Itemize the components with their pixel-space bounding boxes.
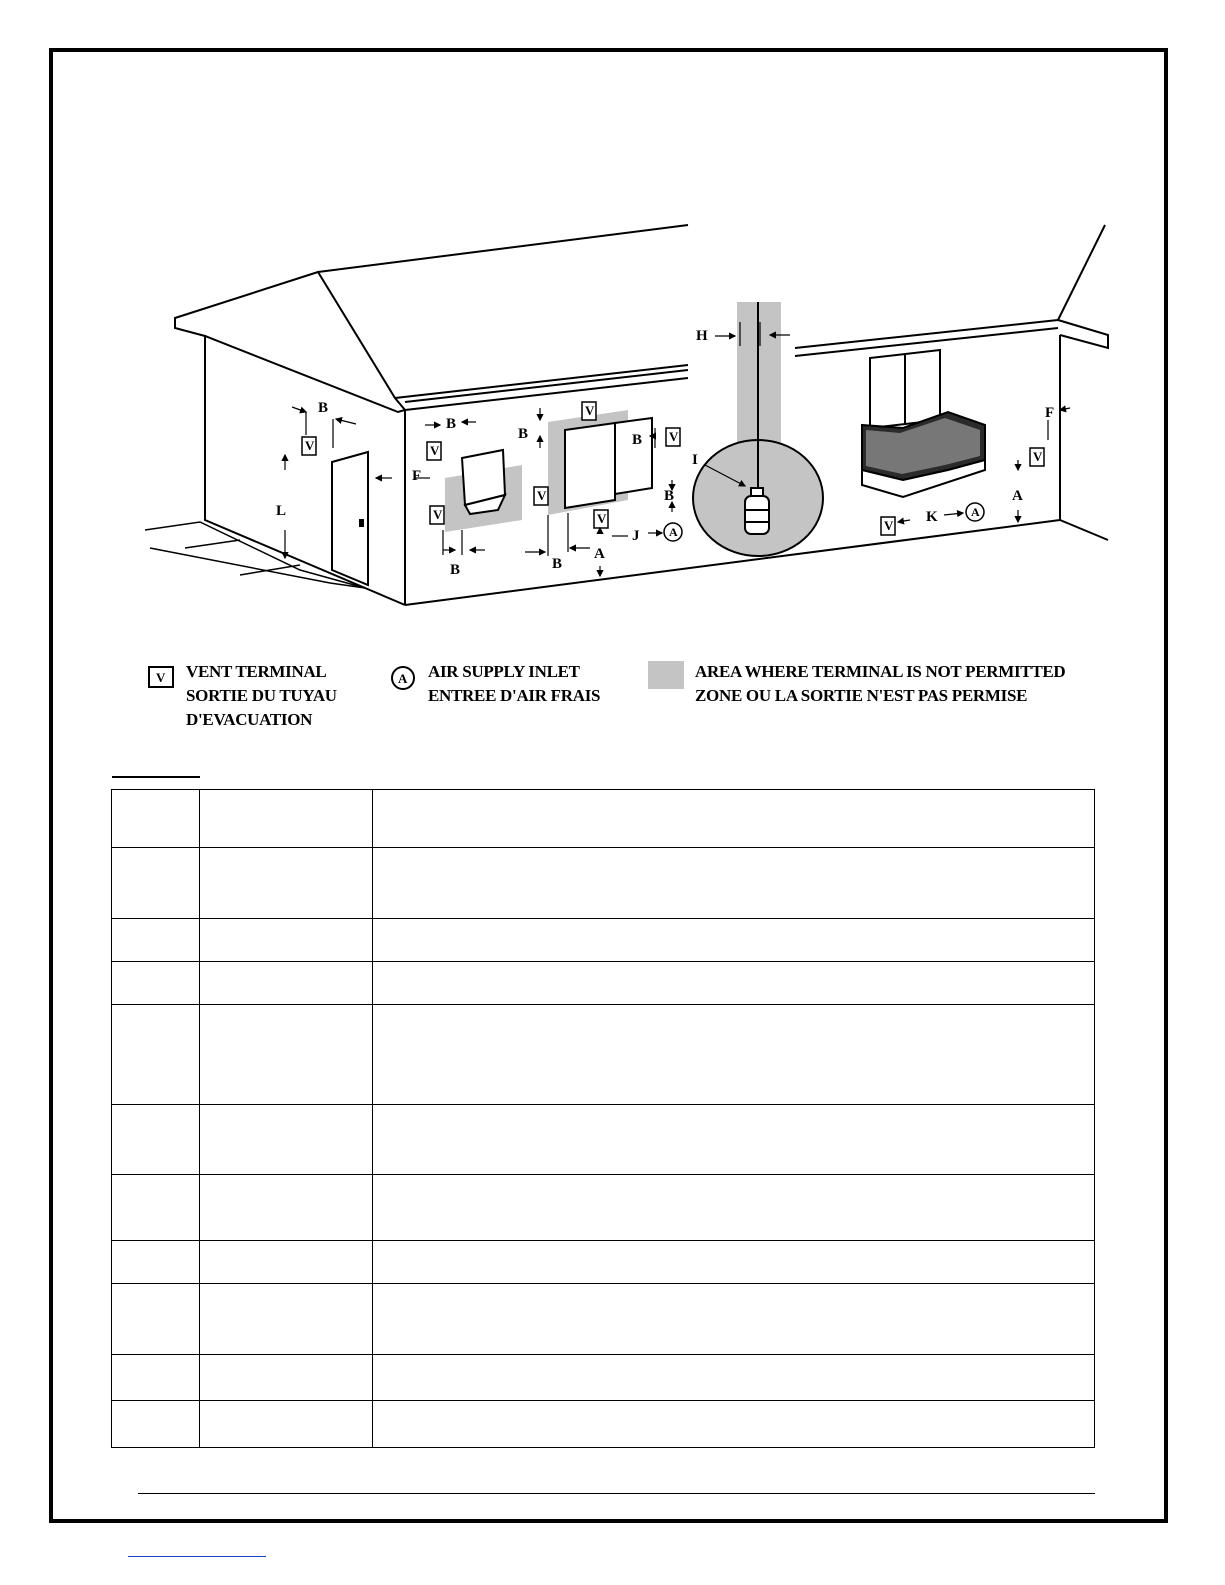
svg-text:L: L [276,503,287,519]
shaded-area-swatch [648,661,684,689]
right-roof [1058,225,1108,540]
legend-vent-line-2: SORTIE DU TUYAU [186,686,337,705]
svg-text:V: V [433,507,443,522]
table-row [112,1241,1095,1284]
svg-text:A: A [594,546,605,562]
legend-vent-line-3: D'EVACUATION [186,710,313,729]
legend-area-line-2: ZONE OU LA SORTIE N'EST PAS PERMISE [695,686,1028,705]
svg-text:V: V [430,443,440,458]
left-roof [175,225,688,412]
svg-text:V: V [1033,449,1043,464]
table-row [112,1401,1095,1448]
table-row [112,1005,1095,1105]
svg-text:K: K [926,509,938,525]
svg-text:A: A [971,505,980,519]
svg-text:B: B [664,488,675,504]
svg-text:A: A [398,671,408,686]
awning-window [462,450,505,514]
svg-text:F: F [1045,405,1055,421]
legend-area-line-1: AREA WHERE TERMINAL IS NOT PERMITTED [695,662,1066,681]
svg-text:H: H [696,328,708,344]
legend-air-line-2: ENTREE D'AIR FRAIS [428,686,601,705]
svg-text:J: J [632,528,640,544]
svg-text:A: A [1012,488,1023,504]
svg-text:V: V [305,438,315,453]
legend-vent-line-1: VENT TERMINAL [186,662,327,681]
svg-text:F: F [412,468,422,484]
svg-text:V: V [669,429,679,444]
svg-text:A: A [669,525,678,539]
table-row [112,1105,1095,1175]
svg-text:V: V [884,518,894,533]
table-row [112,1284,1095,1355]
svg-text:B: B [518,426,529,442]
svg-text:B: B [552,556,563,572]
vent-clearance-diagram [0,0,1225,760]
table-row [112,1355,1095,1401]
vent-terminal-icon [148,666,176,690]
clearance-table [111,789,1095,1448]
table-row [112,919,1095,962]
footer-rule [138,1493,1095,1494]
svg-text:B: B [318,400,329,416]
svg-text:V: V [156,670,166,685]
patio-door [870,350,940,428]
svg-text:B: B [450,562,461,578]
legend-air-line-1: AIR SUPPLY INLET [428,662,580,681]
svg-text:B: B [446,416,457,432]
table-row [112,962,1095,1005]
table-heading-underline [112,776,200,778]
svg-text:V: V [537,488,547,503]
svg-text:B: B [632,432,643,448]
svg-text:I: I [692,452,698,468]
table-row [112,790,1095,848]
svg-text:V: V [597,511,607,526]
air-inlet-icon [389,666,419,692]
table-row [112,848,1095,919]
table-row [112,1175,1095,1241]
svg-text:V: V [585,403,595,418]
side-door [332,452,368,585]
bottom-link-underline [128,1556,266,1557]
